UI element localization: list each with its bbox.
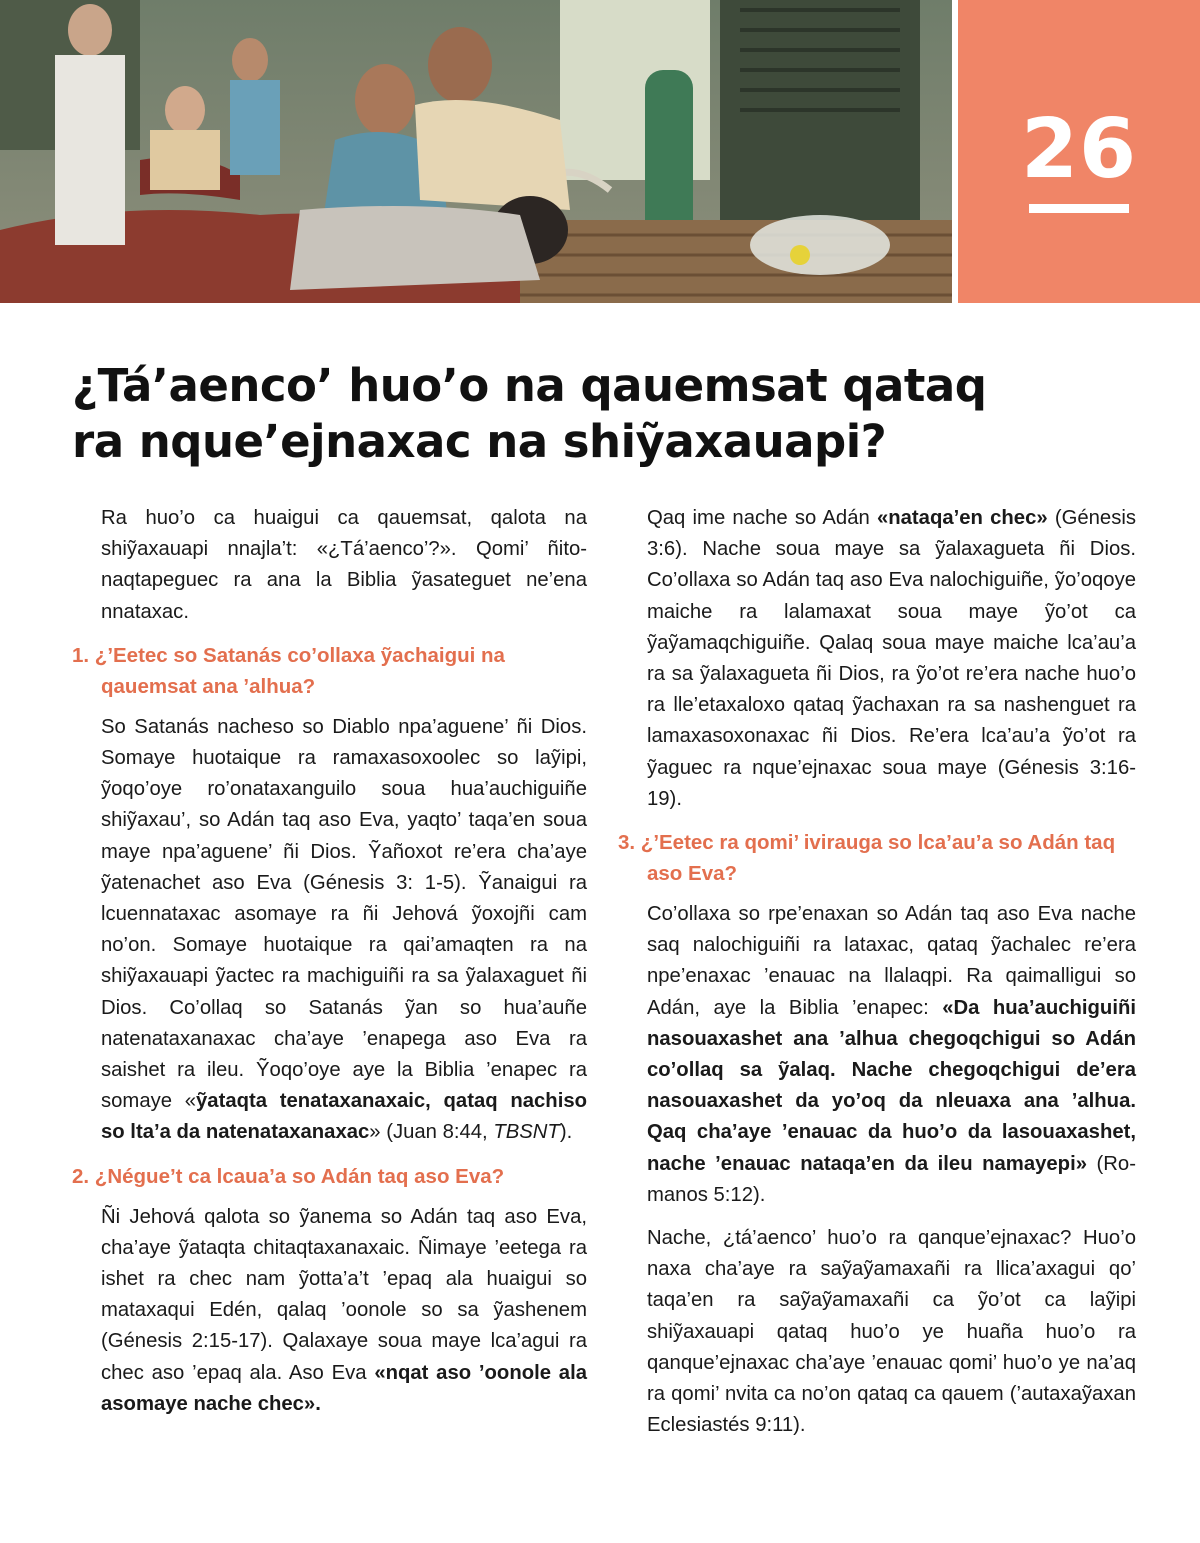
page-title [72,358,1072,470]
question-1-heading: 1. ¿’Eetec so Satanás co’ollaxa ỹachaigui na qauemsat ana ’alhua? [72,643,505,698]
q1-text: So Satanás nacheso so Diablo npa’aguene’ ñi Dios. Somaye huotaique ra ramaxasoxoolec so laỹipi, ỹoqo’oye ro’onataxanguilo soua hua’auchiguiñe shiỹaxau’, so Adán taq aso Eva, yaqto’ taqa’en soua maye npa’aguene’ ñi Dios. Ỹañoxot re’era cha’aye ỹatenachet aso Eva (Génesis 3: 1-5). Ỹanaigui ra lcuennataxac asomaye ra ñi Jehová ỹoxojñi cam no’on. Somaye huotaique ra qai’amaqten ra na shiỹaxauapi ỹactec ra machiguiñi ra sa ỹalaxaguet ñi Dios. Co’ollaq so Satanás ỹan so hua’auñe natenataxanaxac cha’aye ’enapega aso Eva ra saishet ra ileu. Ỹoqo’oye aye la Biblia ’enapec ra somaye « [101,715,587,1113]
q3-bold-quote: «Da hua’auchiguiñi nasouaxashet ana ’alhua chegoqchigui so Adán co’ollaq sa ỹalaq. Nache chegoqchigui de’era nasouaxashet da yo’oq da nleuaxa ana ’alhua. Qaq cha’aye ’enauac da huo’o da lasouaxashet, nache ’enauac nataqa’en da ileu namayepi» [647,996,1136,1175]
title-line-1: ¿Tá’aenco’ huo’o na qauemsat qataq [72,359,987,412]
hospital-scene-image [0,0,952,303]
q3-reference: (Romanos 5:12). [647,1152,1136,1206]
q2-mid-text: Qaq ime nache so Adán [647,507,877,529]
question-3-heading: 3. ¿’Eetec ra qomi’ ivirauga so lca’au’a so Adán taq aso Eva? [618,831,1116,886]
question-3-answer [618,899,1136,1211]
q2-bold-quote-2: «nataqa’en chec» [876,507,1048,529]
q2-bold-quote-1: «nqat aso ’oonole ala asomaye nache chec». [101,1361,587,1415]
question-3-answer-2: Nache, ¿tá’aenco’ huo’o ra qanque’ejnaxac? Huo’o naxa cha’aye ra saỹaỹamaxañi ra llica’axagui qo’ taqa’en ra saỹaỹamaxañi ca ỹo’ot ca laỹipi shiỹaxauapi qataq huo’o ye huaña huo’o ra qanque’ejnaxac cha’aye ’enauac qomi’ huo’o ye na’aq ra qomi’ nvita ca no’on qataq ca qauem (’autaxaỹaxan Eclesiastés 9:11). [647,1227,1136,1437]
chapter-badge [958,0,1200,303]
hospital-photo [0,0,952,303]
title-line-2: ra nque’ejnaxac na shiỹaxauapi? [72,415,887,468]
q2-end-text: (Génesis 3:6). Nache soua maye sa ỹalaxagueta ñi Dios. Co’ollaxa so Adán taq aso Eva nalochiguiñe, ỹo’oqoye maiche ra lalamaxat soua maye ỹo’ot ca ỹaỹamaqchiguiñe. Qalaq soua maye maiche lca’au’a ra sa ỹalaxagueta ñi Dios, ra ỹo’ot re’era nache huo’o ra lle’etaxaloxo qataq ỹachaxan ra sa nashenguet ra lamaxasoxonaxac ñi Dios. Re’era lca’au’a ỹo’ot ra ỹaguec ra nque’ejnaxac soua maye (Génesis 3:16-19). [647,507,1136,810]
right-column [618,503,1136,1453]
q1-reference-a: » (Juan 8:44, [369,1121,494,1144]
chapter-number: 26 [1020,102,1138,197]
question-2-answer [72,1202,587,1420]
q1-reference-version: TBSNT [493,1121,560,1144]
q1-bold-quote: ỹataqta tenataxanaxaic, qataq nachiso so lta’a da natenataxanaxac [101,1090,587,1144]
chapter-underline [1029,204,1129,213]
intro-paragraph: Ra huo’o ca huaigui ca qauemsat, qalota na shiỹaxauapi nnajla’t: «¿Tá’aenco’?». Qomi’ ñitonaqtapeguec ra ana la Biblia ỹasateguet ne’ena nnataxac. [101,507,587,623]
left-column [72,503,587,1420]
q1-reference-b: ). [559,1121,573,1144]
question-2-answer-continued [618,503,1136,815]
question-1-answer [72,712,587,1149]
q2-text: Ñi Jehová qalota so ỹanema so Adán taq aso Eva, cha’aye ỹataqta chitaqtaxanaxaic. Ñimaye ’eetega ra ishet ra chec nam ỹotta’a’t ’epaq ala huaigui so mataxaqui Edén, qalaq ’oonole so sa ỹashenem (Génesis 2:15-17). Qalaxaye soua maye lca’agui ra chec aso ’epaq ala. Aso Eva [101,1205,587,1384]
question-2-heading: 2. ¿Négue’t ca lcaua’a so Adán taq aso Eva? [72,1164,505,1188]
q3-text: Co’ollaxa so rpe’enaxan so Adán taq aso Eva nache saq nalochiguiñi ra lataxac, qataq ỹachalec re’era npe’enaxac ’enauac na llalaqpi. Ra qaimalligui so Adán, aye la Biblia ’enapec: [647,903,1136,1019]
